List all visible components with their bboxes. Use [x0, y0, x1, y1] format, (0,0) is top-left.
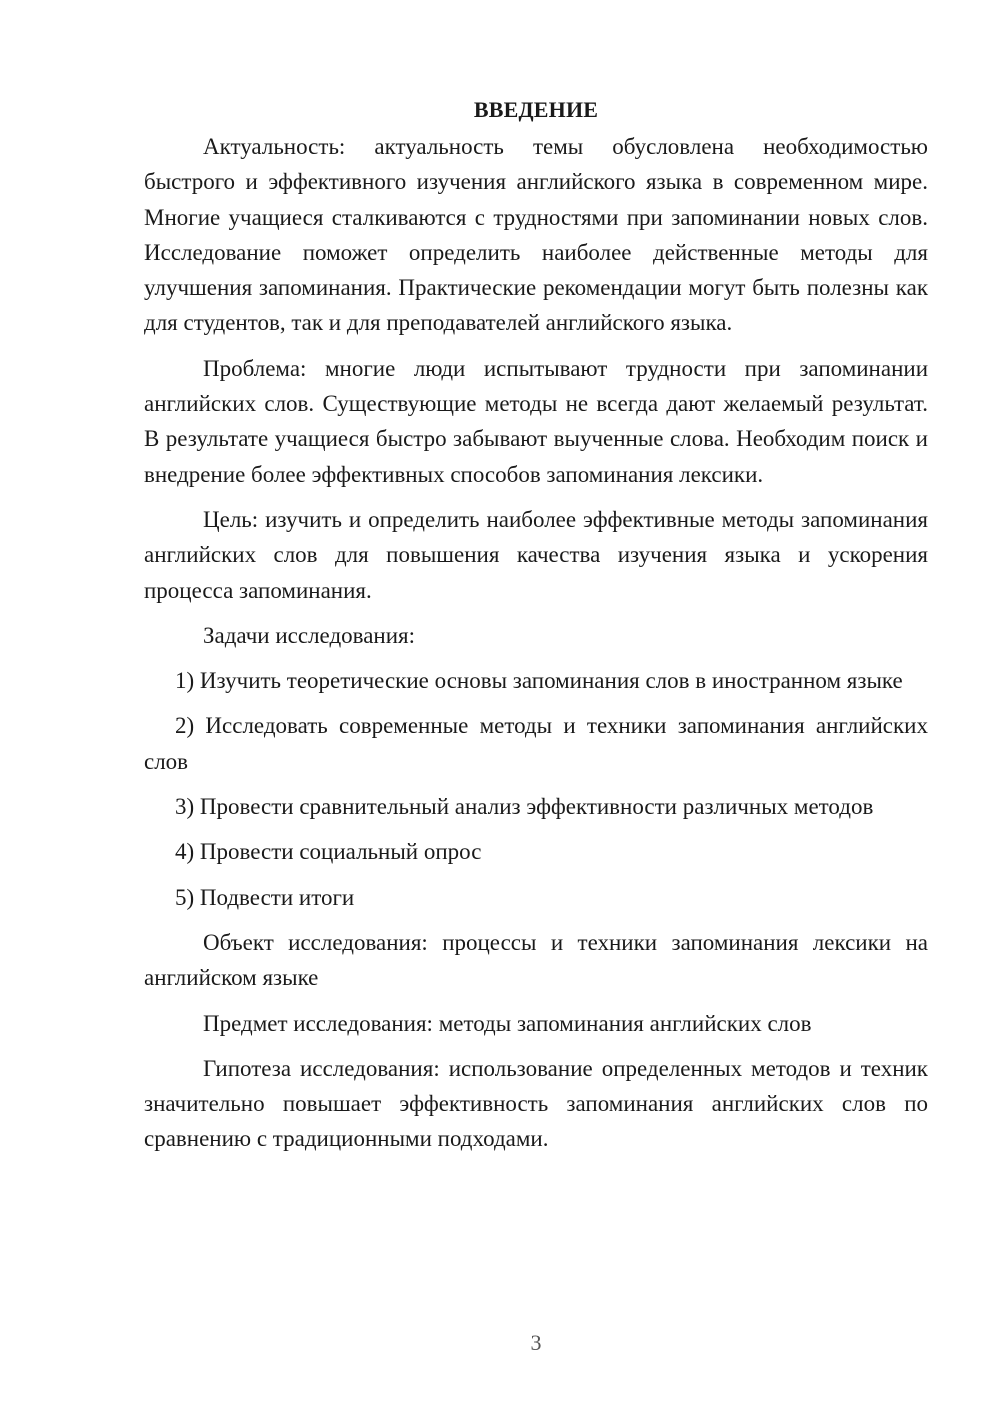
paragraph-hypothesis: Гипотеза исследования: использование определенных методов и техник значительно повышает эффективность запоминания английских слов по сравнению с традиционными подходами. [144, 1055, 928, 1152]
task-item-4: 4) Провести социальный опрос [175, 839, 482, 865]
paragraph-object: Объект исследования: процессы и техники запоминания лексики на английском языке [144, 929, 928, 991]
section-title: ВВЕДЕНИЕ [473, 97, 599, 122]
page-number: 3 [530, 1330, 542, 1355]
tasks-heading: Задачи исследования: [203, 622, 416, 648]
task-item-5: 5) Подвести итоги [175, 884, 355, 910]
paragraph-relevance: Актуальность: актуальность темы обусловлена необходимостью быстрого и эффективного изучения английского языка в современном мире. Многие учащиеся сталкиваются с трудностями при запоминании новых слов. Исследование поможет определить наиболее действенные методы для улучшения запоминания. Практические рекомендации могут быть полезны как для студентов, так и для преподавателей английского языка. [144, 134, 928, 336]
task-item-3: 3) Провести сравнительный анализ эффективности различных методов [175, 794, 874, 820]
paragraph-subject: Предмет исследования: методы запоминания английских слов [203, 1010, 812, 1036]
document-page [144, 92, 928, 1167]
paragraph-goal: Цель: изучить и определить наиболее эффективные методы запоминания английских слов для повышения качества изучения языка и ускорения процесса запоминания. [144, 506, 928, 603]
task-item-2: 2) Исследовать современные методы и техники запоминания английских слов [144, 713, 928, 774]
paragraph-problem: Проблема: многие люди испытывают трудности при запоминании английских слов. Существующие методы не всегда дают желаемый результат. В результате учащиеся быстро забывают выученные слова. Необходим поиск и внедрение более эффективных способов запоминания лексики. [144, 355, 928, 487]
task-item-1: 1) Изучить теоретические основы запоминания слов в иностранном языке [175, 668, 903, 694]
